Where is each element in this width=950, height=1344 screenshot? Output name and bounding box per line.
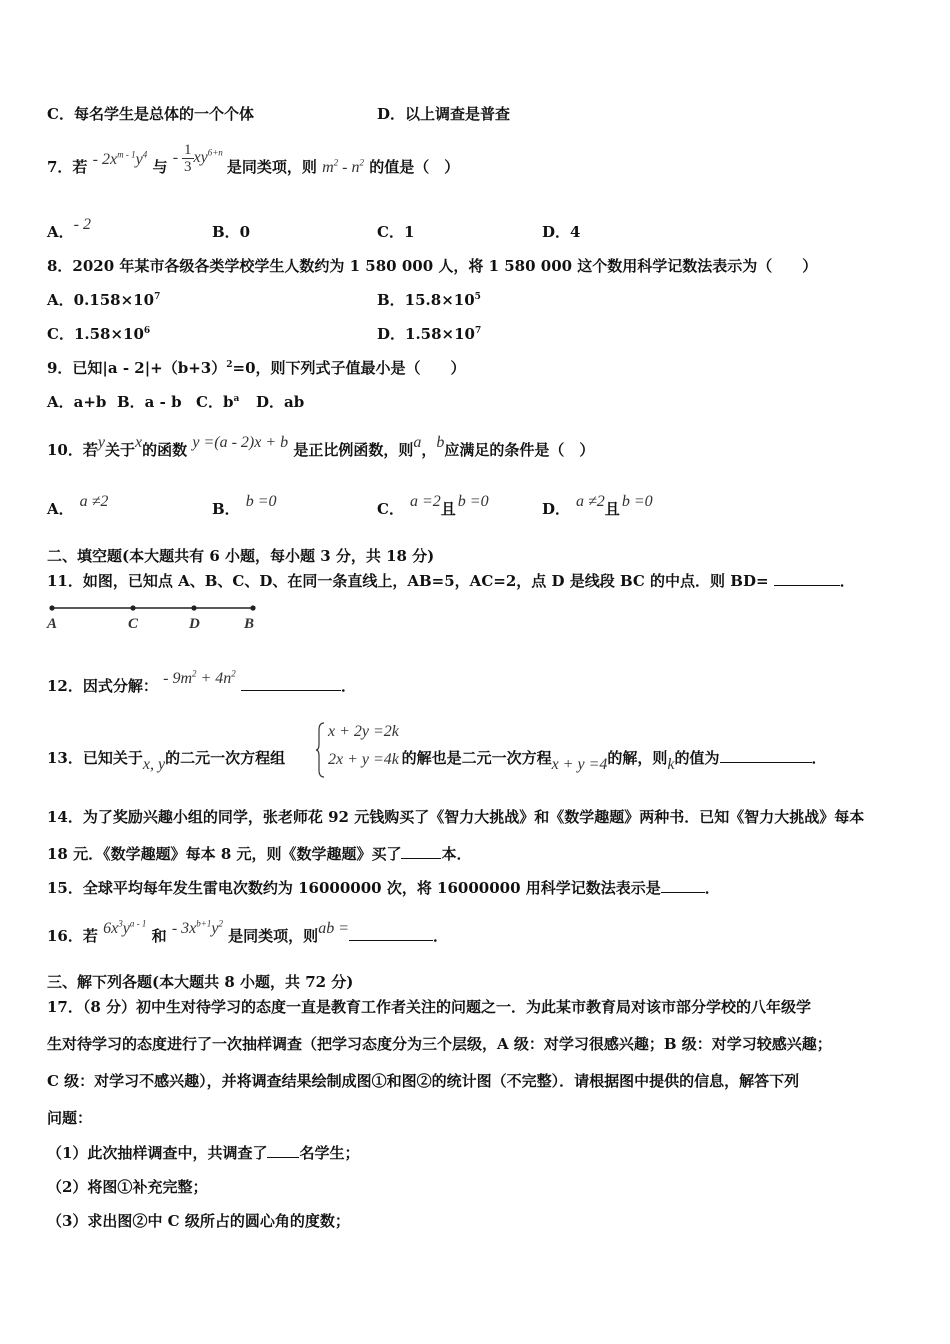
q15-stem: 15．全球平均每年发生雷电次数约为 16000000 次，将 16000000 用科学记数法表示是 ． <box>47 879 720 897</box>
q7-option-a: A．- 2 <box>47 216 91 241</box>
point-c-label: C <box>128 616 139 632</box>
q11-stem: 11．如图，已知点 A、B、C、D、在同一条直线上，AB=5，AC=2，点 D 是线段 BC 的中点．则 BD= ． <box>47 572 855 590</box>
q6-option-d: D．以上调查是普查 <box>377 105 511 123</box>
q17-line2: 生对待学习的态度进行了一次抽样调查（把学习态度分为三个层级，A 级：对学习很感兴趣；B 级：对学习较感兴趣； <box>47 1035 832 1053</box>
q7-tail2: 的值是（ ） <box>369 158 460 177</box>
q8-option-d: D．$1.58\times 10^7$ <box>377 325 482 343</box>
q7-tail1: 是同类项，则 <box>226 158 317 177</box>
q17-line4: 问题： <box>47 1109 93 1127</box>
q8-option-c: C．$1.58\times 10^6$ <box>47 325 151 343</box>
q14-answer-blank[interactable] <box>401 844 441 859</box>
q17-sub3: （3）求出图②中 C 级所占的圆心角的度数； <box>47 1212 350 1230</box>
point-b-label: B <box>244 616 255 632</box>
q7-expr: $m^2 - n^2$ <box>322 157 364 177</box>
q16-stem: 16．若 $6x^3y^{a - 1}$ 和 - $3x^{b+1}y^2$ 是同类项，则ab = ． <box>47 918 448 945</box>
q8-stem: 8．2020 年某市各级各类学校学生人数约为 1 580 000 人，将 1 580 000 这个数用科学记数法表示为（ ） <box>47 257 818 275</box>
q10-var-y: y <box>97 434 105 451</box>
q13-stem: 13．已知关于x, y的二元一次方程组 的解也是二元一次方程x + y =4的解，则k的值为 ． <box>47 749 827 773</box>
q9-stem: 9．已知$|a - 2|+(b+3)^2=0$，则下列式子值最小是（ ） <box>47 359 466 377</box>
q17-sub2: （2）将图①补充完整； <box>47 1178 208 1196</box>
q12-stem: 12．因式分解： - $9m^2 + 4n^2$ ． <box>47 668 357 695</box>
point-c-dot <box>130 605 135 610</box>
q13-eq3: x + y =4 <box>551 756 608 773</box>
q7-option-c: C．1 <box>377 223 415 241</box>
q13-vars: x, y <box>142 756 166 773</box>
q12-expression: - $9m^2 + 4n^2$ <box>163 668 236 687</box>
q15-answer-blank[interactable] <box>661 878 705 893</box>
q7-prefix: 7．若 <box>47 158 88 177</box>
q7-mid: 与 <box>152 158 168 177</box>
q13-brace <box>316 722 326 778</box>
q8-option-b: B．$15.8\times 10^5$ <box>377 291 481 309</box>
q7-fraction: $\frac{1}{3}$ <box>184 142 192 175</box>
point-d-dot <box>191 605 196 610</box>
q14-line2: 18 元．《数学趣题》每本 8 元，则《数学趣题》买了 本． <box>47 845 472 863</box>
q16-term1: $6x^3y^{a - 1}$ <box>103 918 147 937</box>
q10-var-b: b <box>436 434 445 451</box>
point-a-label: A <box>47 616 58 632</box>
point-a-dot <box>49 605 54 610</box>
q10-option-b: B． b =0 <box>212 493 277 518</box>
q14-line1: 14．为了奖励兴趣小组的同学，张老师花 92 元钱购买了《智力大挑战》和《数学趣题》两种书．已知《智力大挑战》每本 <box>47 808 865 826</box>
q13-eq2: 2x + y =4k <box>328 751 399 768</box>
q10-formula: y =(a - 2)x + b <box>192 434 289 451</box>
q10-option-a: A． a ≠2 <box>47 493 109 518</box>
q17-sub1: （1）此次抽样调查中，共调查了 名学生； <box>47 1144 360 1162</box>
section2-heading: 二、填空题(本大题共有 6 小题，每小题 3 分，共 18 分) <box>47 547 435 565</box>
q9-option-b: B．a - b <box>117 393 182 411</box>
q11-answer-blank[interactable] <box>774 571 840 586</box>
q10-option-c: C． a =2且 b =0 <box>377 493 489 518</box>
q16-ab: ab = <box>318 920 349 937</box>
point-b-dot <box>250 605 255 610</box>
point-d-label: D <box>189 616 200 632</box>
q13-answer-blank[interactable] <box>720 748 812 763</box>
q10-var-x: x <box>135 434 143 451</box>
q9-option-a: A．a+b <box>47 393 107 411</box>
q12-answer-blank[interactable] <box>241 676 341 691</box>
q8-option-a: A．$0.158\times 10^7$ <box>47 291 161 309</box>
q16-term2: - $3x^{b+1}y^2$ <box>171 918 223 937</box>
q10-option-d: D． a ≠2且 b =0 <box>542 493 653 518</box>
q13-eq1: x + 2y =2k <box>328 723 399 740</box>
q7-option-b: B．0 <box>212 223 251 241</box>
q7-stem <box>47 142 460 185</box>
q6-option-c: C．每名学生是总体的一个个体 <box>47 105 254 123</box>
q9-option-d: D．ab <box>256 393 305 411</box>
q17-answer-blank[interactable] <box>267 1143 299 1158</box>
q7-option-d: D．4 <box>542 223 581 241</box>
q10-stem: 10．若y关于x的函数 y =(a - 2)x + b 是正比例函数，则a，b应满足的条件是（ ） <box>47 434 595 459</box>
section3-heading: 三、解下列各题(本大题共 8 小题，共 72 分) <box>47 973 354 991</box>
q17-line1: 17．（8 分）初中生对待学习的态度一直是教育工作者关注的问题之一．为此某市教育局对该市部分学校的八年级学 <box>47 998 812 1016</box>
q13-var-k: k <box>667 756 675 773</box>
q16-answer-blank[interactable] <box>349 926 433 941</box>
q9-option-c: C．$b^a$ <box>196 393 240 411</box>
q11-segment-figure <box>44 600 264 636</box>
q7-term2: - $\frac{1}{3}$ $xy^{6+n}$ <box>172 142 223 175</box>
q10-var-a: a <box>413 434 422 451</box>
q17-line3: C 级：对学习不感兴趣），并将调查结果绘制成图①和图②的统计图（不完整）．请根据图中提供的信息，解答下列 <box>47 1072 800 1090</box>
q7-term1: - $2x^{m - 1}y^4$ <box>92 149 148 169</box>
